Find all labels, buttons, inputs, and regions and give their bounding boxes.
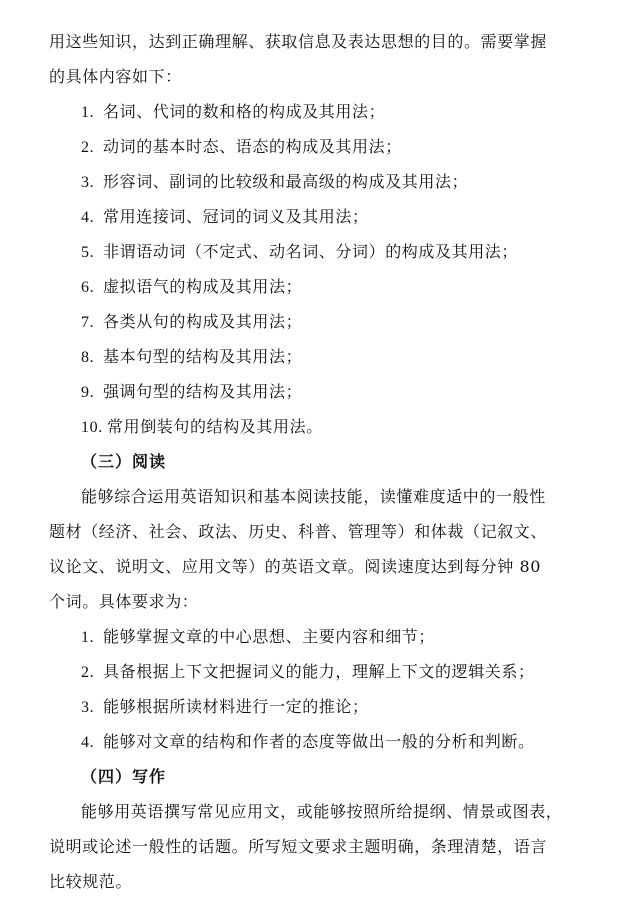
item-text: 非谓语动词（不定式、动名词、分词）的构成及其用法； bbox=[103, 242, 519, 261]
item-number: 3. bbox=[81, 174, 95, 191]
item-number: 1. bbox=[81, 104, 95, 121]
item-text: 动词的基本时态、语态的构成及其用法； bbox=[103, 137, 402, 156]
reading-heading: （三）阅读 bbox=[81, 452, 167, 471]
writing-heading: （四）写作 bbox=[81, 767, 167, 786]
item-text: 虚拟语气的构成及其用法； bbox=[103, 277, 303, 296]
writing-para-line: 比较规范。 bbox=[49, 872, 133, 891]
item-text: 名词、代词的数和格的构成及其用法； bbox=[103, 102, 386, 121]
item-number: 10. bbox=[81, 419, 103, 436]
grammar-item bbox=[0, 409, 622, 444]
item-number: 1. bbox=[81, 629, 95, 646]
item-number: 2. bbox=[81, 664, 95, 681]
item-number: 9. bbox=[81, 384, 95, 401]
item-number: 7. bbox=[81, 314, 95, 331]
item-text: 能够对文章的结构和作者的态度等做出一般的分析和判断。 bbox=[103, 732, 535, 751]
reading-item bbox=[0, 724, 622, 759]
writing-para-line: 能够用英语撰写常见应用文，或能够按照所给提纲、情景或图表， bbox=[81, 802, 563, 821]
grammar-item bbox=[0, 129, 622, 164]
item-number: 2. bbox=[81, 139, 95, 156]
item-number: 6. bbox=[81, 279, 95, 296]
grammar-item bbox=[0, 199, 622, 234]
item-text: 各类从句的构成及其用法； bbox=[103, 312, 303, 331]
item-text: 具备根据上下文把握词义的能力，理解上下文的逻辑关系； bbox=[103, 662, 535, 681]
intro-line-1: 用这些知识，达到正确理解、获取信息及表达思想的目的。需要掌握 bbox=[49, 32, 548, 51]
item-number: 3. bbox=[81, 699, 95, 716]
item-text: 能够根据所读材料进行一定的推论； bbox=[103, 697, 369, 716]
item-text: 基本句型的结构及其用法； bbox=[103, 347, 303, 366]
grammar-item bbox=[0, 269, 622, 304]
item-number: 8. bbox=[81, 349, 95, 366]
reading-item bbox=[0, 689, 622, 724]
grammar-item bbox=[0, 234, 622, 269]
reading-para-line: 能够综合运用英语知识和基本阅读技能，读懂难度适中的一般性 bbox=[81, 487, 546, 506]
grammar-item bbox=[0, 164, 622, 199]
grammar-item bbox=[0, 374, 622, 409]
grammar-item bbox=[0, 304, 622, 339]
grammar-item bbox=[0, 94, 622, 129]
reading-para-line: 个词。具体要求为： bbox=[49, 592, 199, 611]
item-number: 5. bbox=[81, 244, 95, 261]
item-number: 4. bbox=[81, 209, 95, 226]
item-text: 形容词、副词的比较级和最高级的构成及其用法； bbox=[103, 172, 469, 191]
reading-para-line: 题材（经济、社会、政法、历史、科普、管理等）和体裁（记叙文、 bbox=[49, 522, 548, 541]
item-text: 强调句型的结构及其用法； bbox=[103, 382, 303, 401]
intro-line-2: 的具体内容如下： bbox=[49, 67, 182, 86]
reading-item bbox=[0, 619, 622, 654]
item-text: 能够掌握文章的中心思想、主要内容和细节； bbox=[103, 627, 436, 646]
item-text: 常用倒装句的结构及其用法。 bbox=[107, 417, 323, 436]
item-number: 4. bbox=[81, 734, 95, 751]
writing-para-line: 说明或论述一般性的话题。所写短文要求主题明确，条理清楚，语言 bbox=[49, 837, 548, 856]
grammar-item bbox=[0, 339, 622, 374]
item-text: 常用连接词、冠词的词义及其用法； bbox=[103, 207, 369, 226]
reading-item bbox=[0, 654, 622, 689]
reading-para-line: 议论文、说明文、应用文等）的英语文章。阅读速度达到每分钟 80 bbox=[49, 557, 542, 576]
